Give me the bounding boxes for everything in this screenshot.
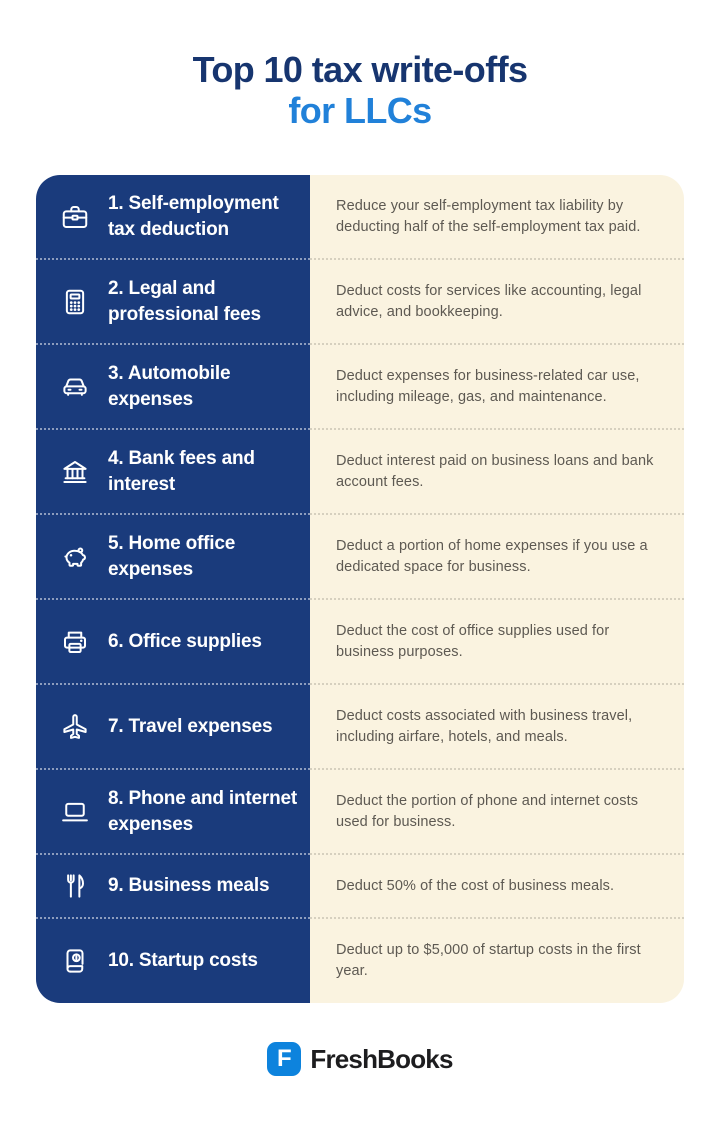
row-description: Deduct the portion of phone and internet costs used for business. — [336, 792, 639, 830]
table-row — [36, 685, 684, 770]
piggy-bank-icon — [60, 542, 90, 572]
row-title: 8. Phone and internet expenses — [108, 787, 297, 835]
row-description: Deduct interest paid on business loans and bank account fees. — [336, 452, 654, 490]
laptop-icon — [60, 797, 90, 827]
table-row — [36, 430, 684, 515]
row-title-cell — [36, 175, 310, 260]
brand-name: FreshBooks — [310, 1043, 453, 1074]
row-description: Deduct costs for services like accounting, legal advice, and bookkeeping. — [336, 282, 642, 320]
row-title: 1. Self-employment tax deduction — [108, 192, 279, 240]
row-title-cell — [36, 919, 310, 1003]
table-row — [36, 515, 684, 600]
row-description: Deduct the cost of office supplies used for business purposes. — [336, 622, 610, 660]
briefcase-icon — [60, 202, 90, 232]
row-description: Deduct costs associated with business travel, including airfare, hotels, and meals. — [336, 707, 633, 745]
row-description-cell — [310, 770, 684, 855]
row-description: Reduce your self-employment tax liability by deducting half of the self-employment tax paid. — [336, 197, 641, 235]
row-description-cell — [310, 430, 684, 515]
airplane-icon — [60, 712, 90, 742]
page-title: Top 10 tax write-offs — [192, 49, 528, 90]
calculator-icon — [60, 287, 90, 317]
row-description-cell — [310, 855, 684, 919]
table-row — [36, 345, 684, 430]
printer-icon — [60, 627, 90, 657]
row-description-cell — [310, 175, 684, 260]
row-title: 7. Travel expenses — [108, 715, 273, 737]
row-title: 4. Bank fees and interest — [108, 447, 255, 495]
card — [36, 175, 684, 1003]
cutlery-icon — [60, 871, 90, 901]
row-title-cell — [36, 515, 310, 600]
row-title-cell — [36, 855, 310, 919]
row-description-cell — [310, 260, 684, 345]
row-title: 10. Startup costs — [108, 950, 258, 972]
row-description: Deduct expenses for business-related car use, including mileage, gas, and maintenance. — [336, 367, 640, 405]
table-row — [36, 600, 684, 685]
ledger-coin-icon — [60, 946, 90, 976]
row-description: Deduct 50% of the cost of business meals. — [336, 877, 615, 894]
row-description: Deduct up to $5,000 of startup costs in the first year. — [336, 942, 641, 979]
table-row — [36, 919, 684, 1003]
row-title-cell — [36, 260, 310, 345]
row-title-cell — [36, 770, 310, 855]
row-title-cell — [36, 600, 310, 685]
row-title-cell — [36, 685, 310, 770]
row-title: 5. Home office expenses — [108, 532, 236, 580]
row-title: 3. Automobile expenses — [108, 362, 231, 410]
row-title-cell — [36, 430, 310, 515]
row-title: 9. Business meals — [108, 875, 270, 897]
bank-icon — [60, 457, 90, 487]
freshbooks-logo-icon: F — [267, 1042, 301, 1076]
car-icon — [60, 372, 90, 402]
row-description-cell — [310, 685, 684, 770]
row-description-cell — [310, 515, 684, 600]
table-row — [36, 175, 684, 260]
table-row — [36, 855, 684, 919]
footer-brand — [0, 1042, 720, 1076]
table-row — [36, 770, 684, 855]
header — [0, 0, 720, 131]
row-title: 2. Legal and professional fees — [108, 277, 261, 325]
row-description-cell — [310, 345, 684, 430]
table-row — [36, 260, 684, 345]
row-title: 6. Office supplies — [108, 630, 262, 652]
page-subtitle: for LLCs — [288, 89, 432, 131]
row-description-cell — [310, 919, 684, 1003]
row-title-cell — [36, 345, 310, 430]
row-description: Deduct a portion of home expenses if you use a dedicated space for business. — [336, 537, 648, 575]
row-description-cell — [310, 600, 684, 685]
